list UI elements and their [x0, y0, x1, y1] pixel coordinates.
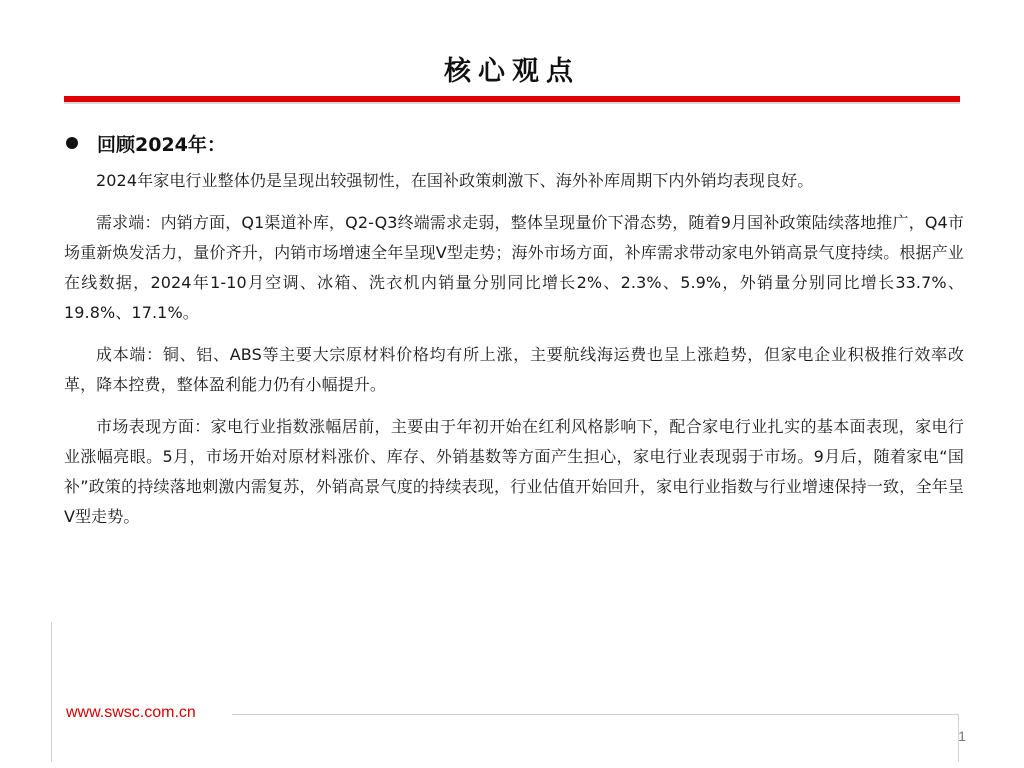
title-divider-bar [64, 96, 960, 104]
footer-url[interactable]: www.swsc.com.cn [66, 704, 196, 721]
main-content [64, 126, 964, 544]
section-heading-row [64, 126, 964, 160]
page-title: 核心观点 [444, 56, 580, 87]
paragraph-market: 市场表现方面：家电行业指数涨幅居前，主要由于年初开始在红利风格影响下，配合家电行业扎实的基本面表现，家电行业涨幅亮眼。5月，市场开始对原材料涨价、库存、外销基数等方面产生担心，家电行业表现弱于市场。9月后，随着家电“国补”政策的持续落地刺激内需复苏，外销高景气度的持续表现，行业估值开始回升，家电行业指数与行业增速保持一致，全年呈V型走势。 [64, 417, 964, 526]
page-number: 1 [958, 728, 966, 744]
black-circle-icon [66, 137, 78, 149]
footer-left-divider [51, 622, 52, 762]
title-divider-shade [64, 102, 960, 104]
paragraph-cost: 成本端：铜、铝、ABS等主要大宗原材料价格均有所上涨，主要航线海运费也呈上涨趋势，但家电企业积极推行效率改革，降本控费，整体盈利能力仍有小幅提升。 [64, 345, 964, 394]
section-heading: 回顾2024年： [97, 133, 226, 156]
paragraph-overview: 2024年家电行业整体仍是呈现出较强韧性，在国补政策刺激下、海外补库周期下内外销均表现良好。 [96, 171, 814, 190]
paragraph-demand: 需求端：内销方面，Q1渠道补库，Q2-Q3终端需求走弱，整体呈现量价下滑态势，随着9月国补政策陆续落地推广，Q4市场重新焕发活力，量价齐升，内销市场增速全年呈现V型走势；海外市场方面，补库需求带动家电外销高景气度持续。根据产业在线数据，2024年1-10月空调、冰箱、洗衣机内销量分别同比增长2%、2.3%、5.9%，外销量分别同比增长33.7%、19.8%、17.1%。 [64, 213, 964, 322]
title-divider-red [64, 96, 960, 102]
footer-divider [232, 714, 958, 715]
